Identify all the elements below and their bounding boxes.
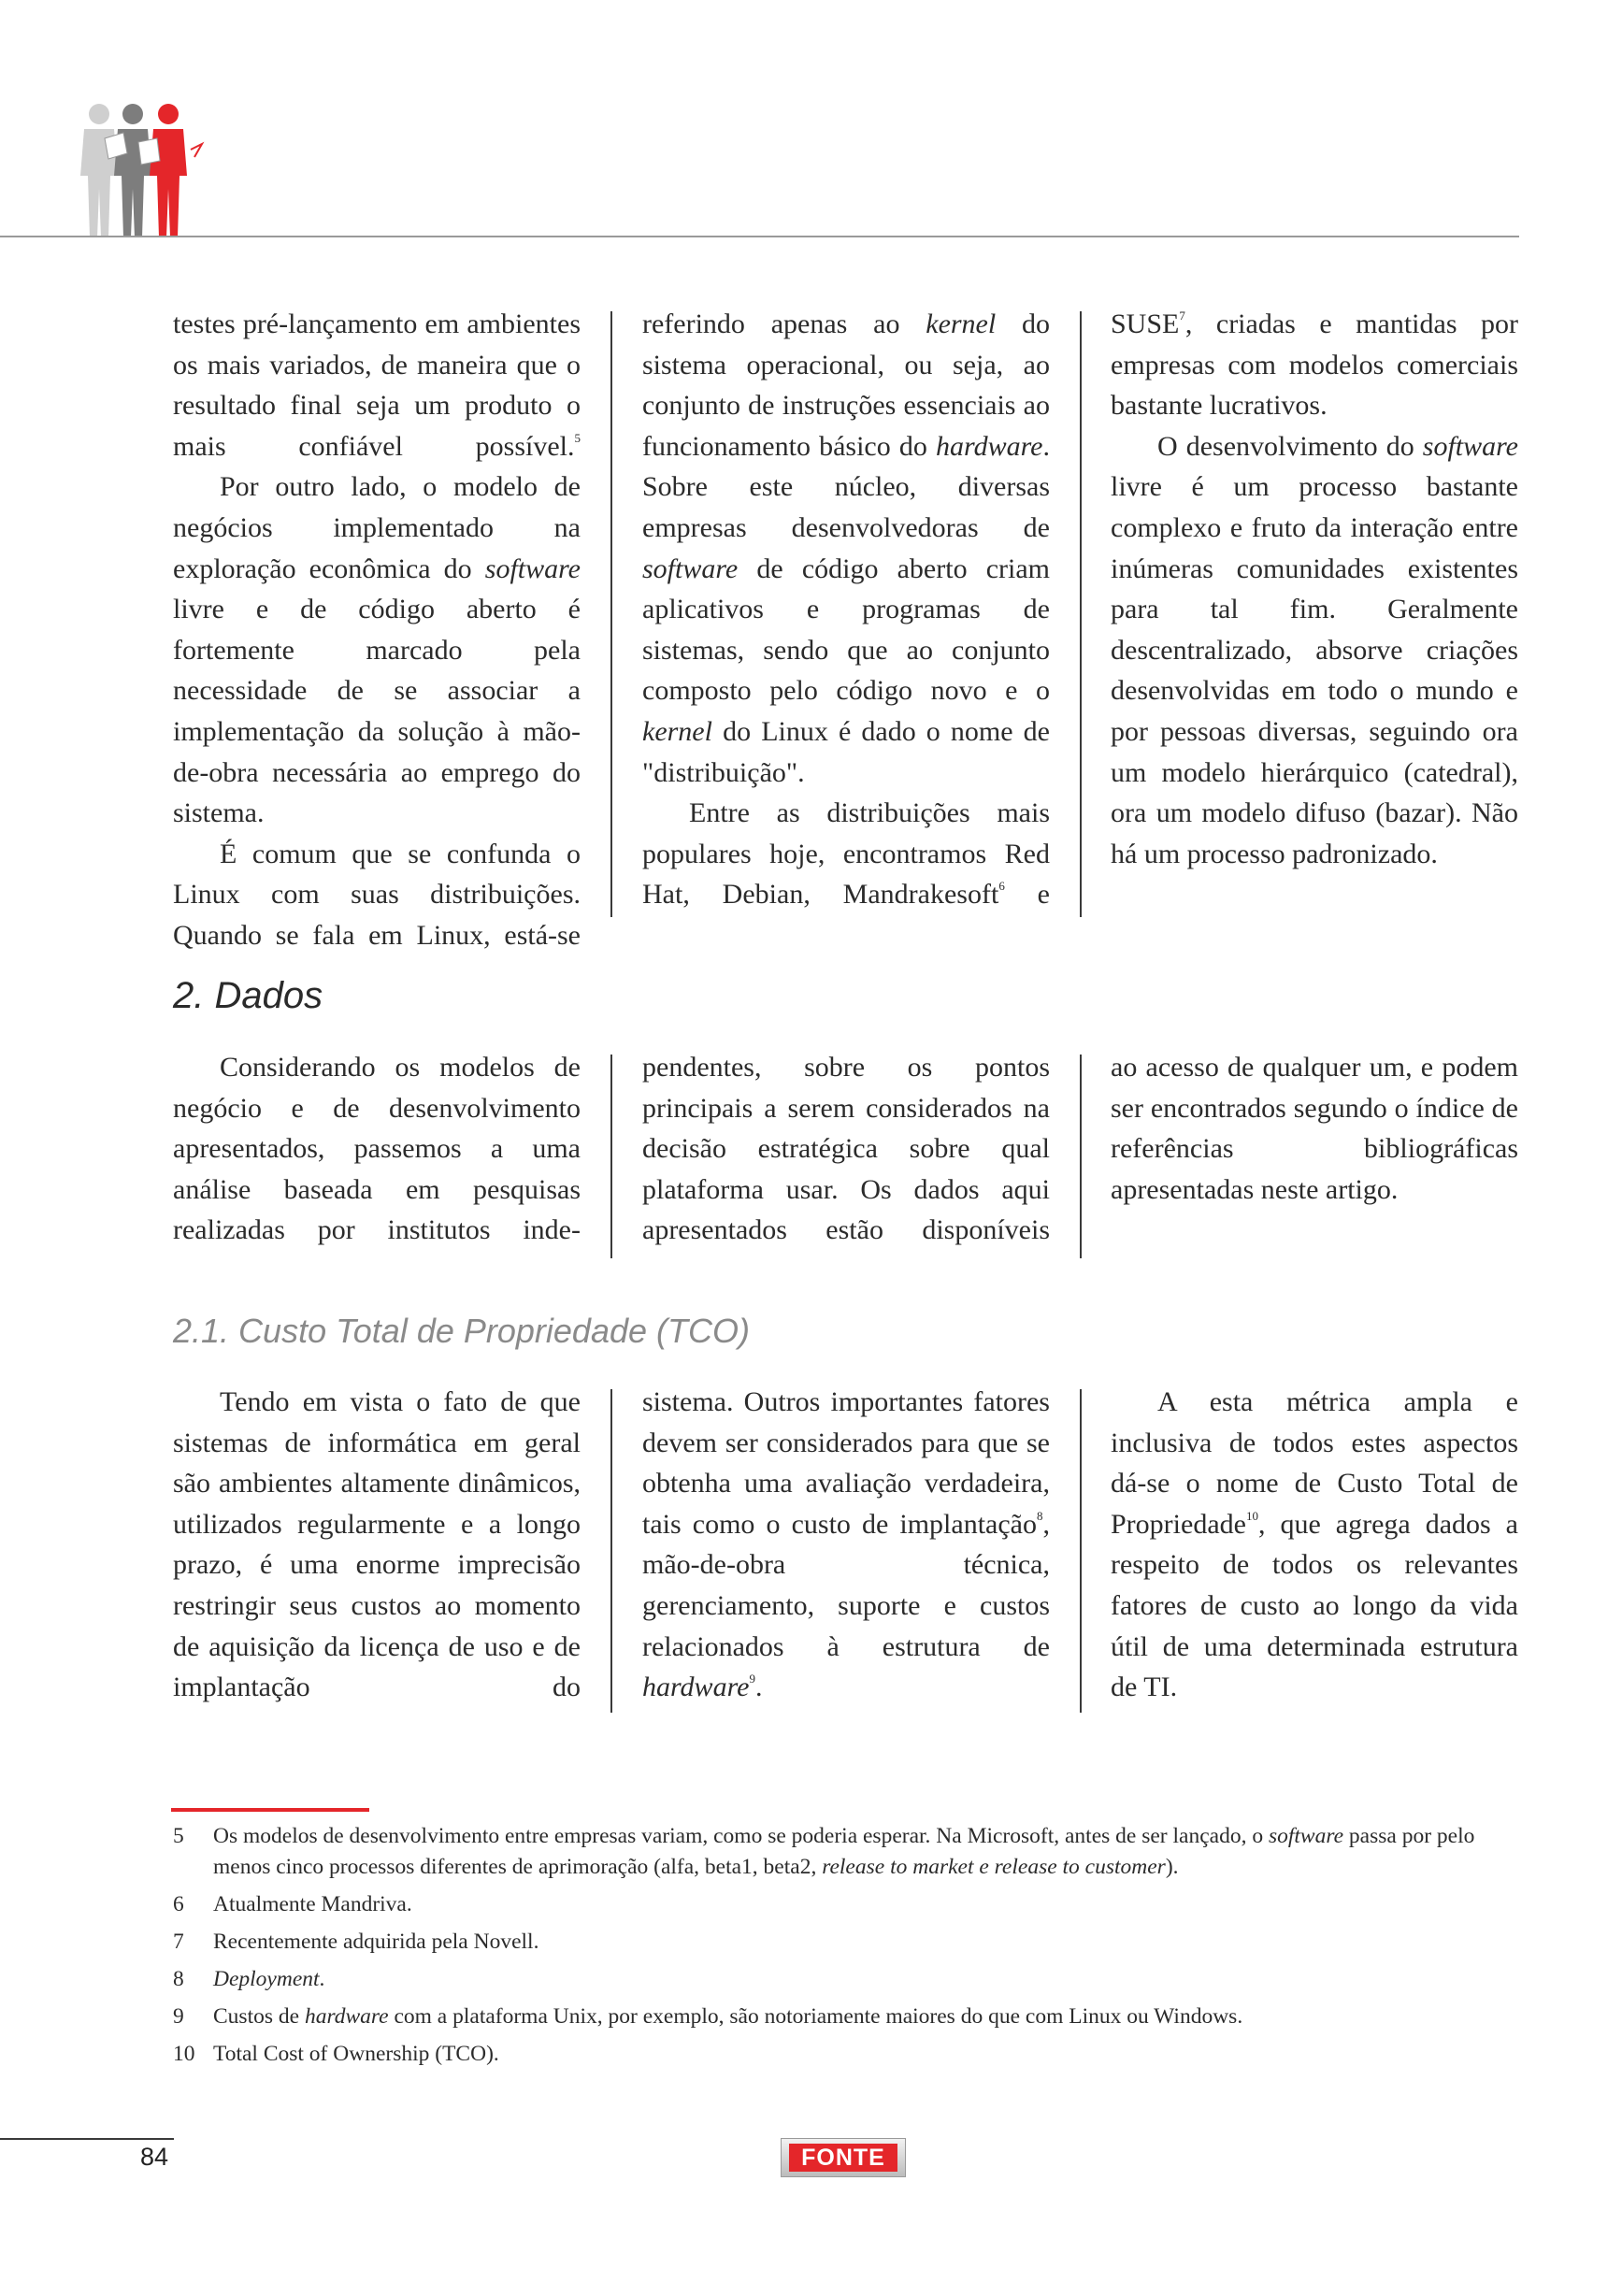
text-run: de código aberto criam aplicativos e programas de sistemas, sendo que ao conjunto composto pelo código novo e o [642,552,1050,707]
tco-section [173,1382,1519,1718]
paragraph [173,1047,581,1251]
paragraph [1111,304,1518,426]
intro-section [173,304,1519,951]
column-3 [1111,304,1518,874]
dados-section [173,1047,1519,1262]
paragraph [1111,1047,1518,1210]
text-run: Custos de [213,2004,305,2029]
column-divider [1080,311,1082,917]
footnote-ref: 7 [1179,309,1185,323]
footnote-number: 8 [173,1967,184,1991]
paragraph [642,304,1050,793]
section-heading: 2. Dados [173,975,323,1016]
footer-rule [0,2138,174,2140]
footnote-ref: 5 [574,430,581,445]
text-run: Entre as distribuições mais populares hoje, encontramos Red Hat, Debian, Mandrakesoft [642,797,1050,911]
column-divider [610,1389,612,1713]
text-run: do Linux é dado o nome de "distribuição". [642,715,1050,788]
paragraph [1111,426,1518,875]
column-2 [642,304,1050,915]
brand-logo [781,2138,906,2177]
italic-term: hardware [642,1672,750,1703]
text-run: Os modelos de desenvolvimento entre empresas variam, como se poderia esperar. Na Microsoft, antes de ser lançado, o [213,1824,1269,1848]
footnote-text [213,2039,1519,2070]
text-run: Recentemente adquirida pela Novell. [213,1930,539,1954]
italic-term: software [642,552,739,584]
footnote-number: 5 [173,1824,184,1848]
text-run: É comum que se confunda o Linux com suas distribuições. Quando se fala em Linux, está-se [173,838,581,951]
footnote-number: 9 [173,2004,184,2029]
footnote [173,1927,1519,1958]
italic-term: software [1268,1824,1344,1848]
footnote-number: 6 [173,1892,184,1916]
italic-term: kernel [926,309,997,339]
footnote-text [213,1964,1519,1995]
text-run: sistema. Outros importantes fatores devem ser considerados para que se obtenha uma avaliação verdadeira, tais como o custo de implantação [642,1386,1050,1540]
text-run: . [754,1672,763,1703]
paragraph [1111,1382,1518,1708]
column-divider [1080,1055,1082,1258]
italic-term: Deployment [213,1967,320,1991]
figure-dark-icon [114,104,151,237]
text-run: Atualmente Mandriva. [213,1892,412,1916]
text-run: Total Cost of Ownership (TCO). [213,2042,499,2066]
footnote-ref: 8 [1037,1508,1043,1523]
italic-term: software [1422,430,1518,462]
figure-light-icon [80,104,118,237]
brand-label: FONTE [789,2144,897,2172]
footnote-text [213,1927,1519,1958]
column-divider [610,1055,612,1258]
text-run: ao acesso de qualquer um, e podem ser encontrados segundo o índice de referências bibliográficas apresentadas neste artigo. [1111,1052,1518,1205]
paragraph [642,793,1050,915]
figure-red-icon [150,104,202,237]
text-run: do sistema operacional, ou seja, ao conjunto de instruções essenciais ao funcionamento básico do [642,309,1051,462]
text-run: com a plataforma Unix, por exemplo, são notoriamente maiores do que com Linux ou Windows. [388,2004,1243,2029]
footnote-ref: 6 [998,879,1005,894]
text-run: passa por pelo menos cinco processos diferentes de aprimoração (alfa, beta1, beta2, [213,1824,1475,1879]
text-run: . Sobre este núcleo, diversas empresas desenvolvedoras de [642,430,1050,543]
footnote [173,1821,1519,1883]
text-run: , mão-de-obra técnica, gerenciamento, suporte e custos relacionados à estrutura de [642,1508,1050,1662]
footnote-text [213,1821,1519,1883]
magazine-logo [75,101,224,239]
column-2 [642,1047,1050,1251]
italic-term: kernel [642,715,712,747]
footnote [173,2039,1519,2070]
page-number: 84 [140,2143,169,2171]
italic-term: hardware [304,2004,389,2029]
text-run: ). [1165,1855,1179,1879]
paragraph [642,1047,1050,1251]
text-run: Considerando os modelos de negócio e de desenvolvimento apresentados, passemos a uma análise baseada em pesquisas realizadas por institutos inde- [173,1052,581,1246]
text-run: O desenvolvimento do [1157,430,1423,462]
text-run: referindo apenas ao [642,309,926,339]
text-run: Por outro lado, o modelo de negócios implementado na exploração econômica do [173,471,581,584]
text-run: , que agrega dados a respeito de todos os relevantes fatores de custo ao longo da vida útil de uma determinada estrutura de TI. [1111,1508,1518,1703]
footnotes [173,1821,1519,2076]
text-run: , criadas e mantidas por empresas com modelos comerciais bastante lucrativos. [1111,309,1518,422]
footnote-rule [171,1808,369,1812]
paragraph [642,1382,1050,1708]
text-run: pendentes, sobre os pontos principais a serem considerados na decisão estratégica sobre qual plataforma usar. Os dados aqui apresentados estão disponíveis [642,1052,1050,1246]
column-divider [1080,1389,1082,1713]
footnote [173,2002,1519,2032]
footnote-number: 7 [173,1930,184,1954]
footnote-text [213,1889,1519,1920]
text-run: e [1004,879,1050,911]
text-run: A esta métrica ampla e inclusiva de todos estes aspectos dá-se o nome de Custo Total de Propriedade [1111,1386,1518,1540]
footnote-number: 10 [173,2042,195,2066]
column-3 [1111,1382,1518,1708]
italic-term: software [484,552,581,584]
text-run: . [319,1967,325,1991]
paragraph [173,1382,581,1708]
text-run: Tendo em vista o fato de que sistemas de informática em geral são ambientes altamente dinâmicos, utilizados regularmente e a longo prazo, é uma enorme imprecisão restringir seus custos ao momento de aquisição da licença de uso e de implantação do [173,1386,581,1703]
text-run: testes pré-lançamento em ambientes os mais variados, de maneira que o resultado final seja um produto o mais confiável possível. [173,309,581,462]
paragraph [173,834,581,956]
footnote-ref: 10 [1245,1508,1258,1523]
italic-term: release to market e release to customer [822,1855,1166,1879]
paragraph [173,304,581,466]
column-1 [173,1047,581,1251]
column-3 [1111,1047,1518,1210]
text-run: livre e de código aberto é fortemente marcado pela necessidade de se associar a implementação da solução à mão-de-obra necessária ao emprego do sistema. [173,594,581,829]
footnote-ref: 9 [749,1672,755,1686]
footnote-text [213,2002,1519,2032]
header-rule [0,236,1519,237]
column-1 [173,1382,581,1708]
subsection-heading: 2.1. Custo Total de Propriedade (TCO) [173,1312,750,1350]
footnote [173,1889,1519,1920]
column-1 [173,304,581,956]
text-run: SUSE [1111,309,1180,339]
column-divider [610,311,612,917]
paragraph [173,466,581,833]
column-2 [642,1382,1050,1708]
italic-term: hardware [936,430,1043,462]
footnote [173,1964,1519,1995]
text-run: livre é um processo bastante complexo e fruto da interação entre inúmeras comunidades existentes para tal fim. Geralmente descentralizado, absorve criações desenvolvidas em todo o mundo e por pessoas diversas, seguindo ora um modelo hierárquico (catedral), ora um modelo difuso (bazar). Não há um processo padronizado. [1111,471,1518,869]
